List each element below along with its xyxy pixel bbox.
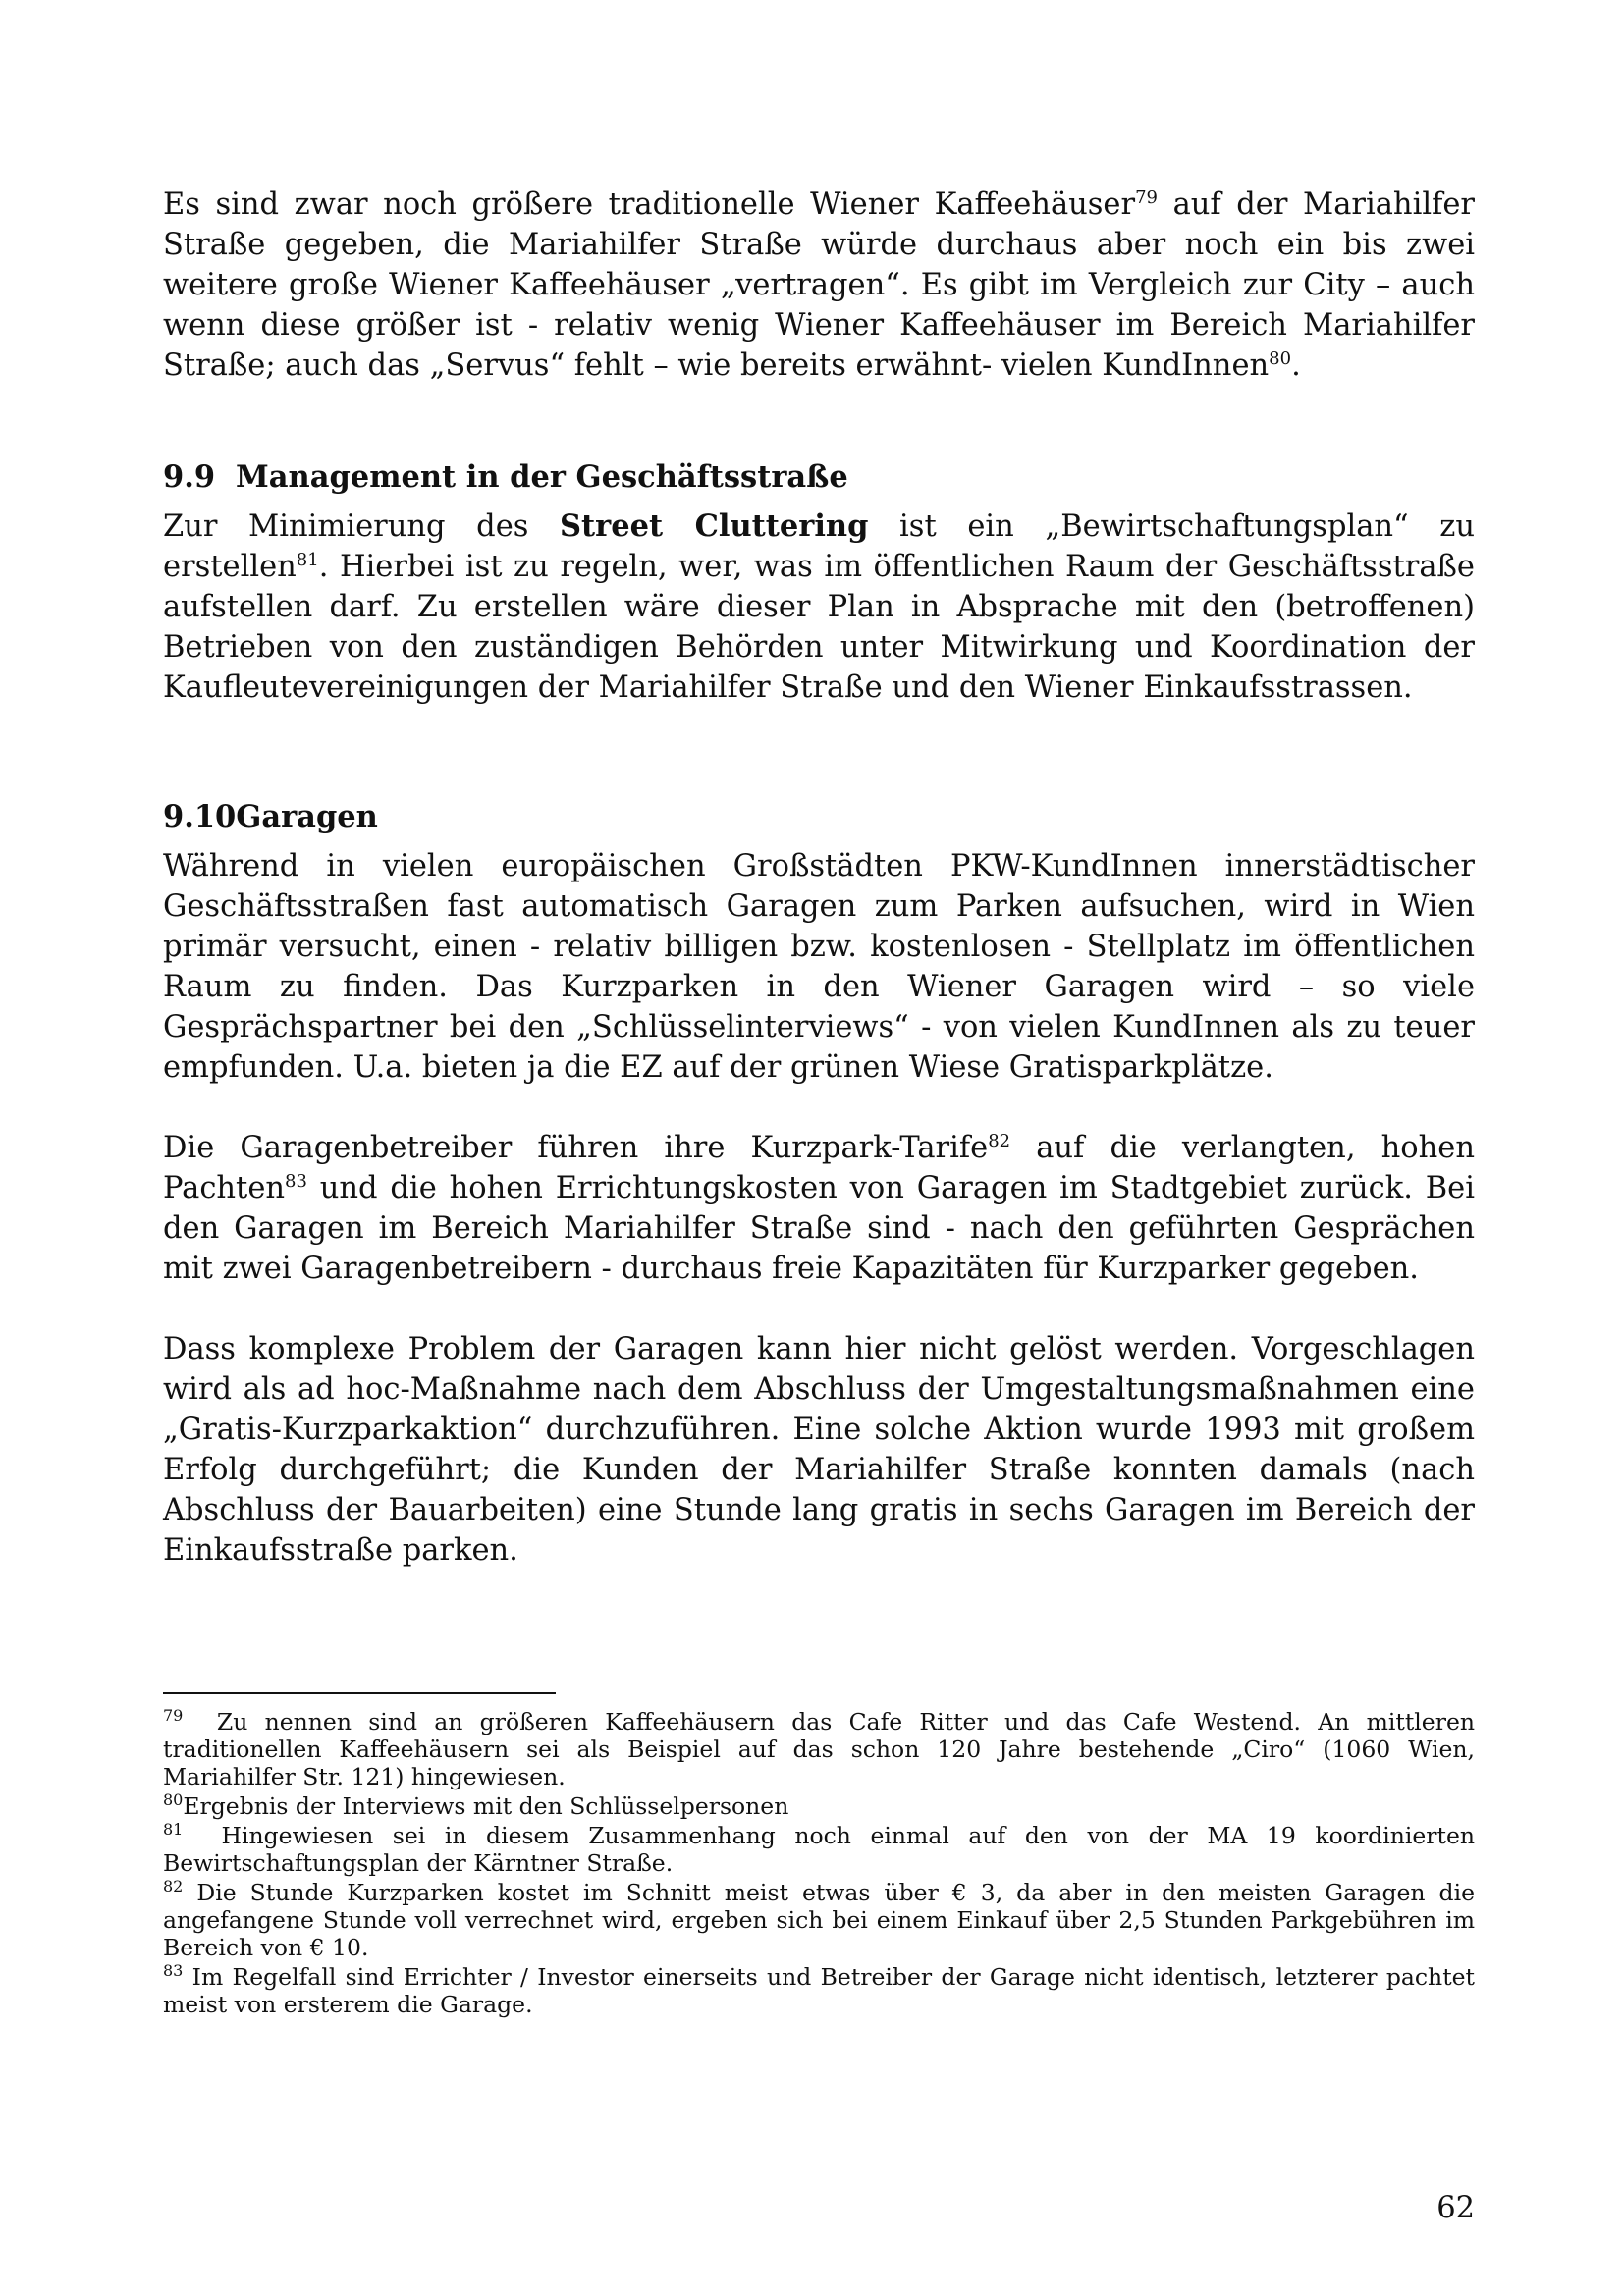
paragraph-text: und die hohen Errichtungskosten von Garagen im Stadtgebiet zurück. Bei den Garagen im Bereich Mariahilfer Straße sind - nach den geführten Gesprächen mit zwei Garagenbetreibern - durchaus freie Kapazitäten für Kurzparker gegeben.: [163, 1171, 1475, 1286]
bold-term: Street Cluttering: [560, 508, 869, 544]
paragraph-text: Zur Minimierung des: [163, 509, 561, 544]
paragraph-kaffeehaeuser: [163, 185, 1475, 386]
section-heading-9-10: [163, 797, 1475, 837]
paragraph-text: auf die verlangten, hohen Pachten: [163, 1131, 1475, 1205]
footnote-number: 80: [163, 1790, 184, 1810]
paragraph-text: .: [1291, 348, 1301, 383]
footnote-number: 82: [163, 1877, 184, 1896]
paragraph-street-cluttering: [163, 507, 1475, 708]
footnote-number: 79: [163, 1706, 184, 1726]
footnote-text: Ergebnis der Interviews mit den Schlüsselpersonen: [183, 1792, 789, 1820]
paragraph-text: Die Garagenbetreiber führen ihre Kurzpark-Tarife: [163, 1131, 989, 1165]
footnote-ref-79[interactable]: 79: [1135, 187, 1158, 208]
footnote-82: [163, 1879, 1475, 1961]
footnote-number: 83: [163, 1961, 184, 1981]
footnote-79: [163, 1708, 1475, 1790]
paragraph-garagen-2: [163, 1128, 1475, 1289]
footnote-separator: [163, 1692, 556, 1694]
section-number: 9.10: [163, 799, 237, 834]
section-heading-9-9: [163, 457, 1475, 498]
paragraph-text: Es sind zwar noch größere traditionelle Wiener Kaffeehäuser: [163, 187, 1136, 222]
footnote-ref-80[interactable]: 80: [1269, 347, 1292, 369]
footnote-ref-83[interactable]: 83: [285, 1170, 307, 1192]
paragraph-text: . Hierbei ist zu regeln, wer, was im öffentlichen Raum der Geschäftsstraße aufstellen darf. Zu erstellen wäre dieser Plan in Absprache mit den (betroffenen) Betrieben von den zuständigen Behörden unter Mitwirkung und Koordination der Kaufleutevereinigungen der Mariahilfer Straße und den Wiener Einkaufsstrassen.: [163, 550, 1475, 705]
footnote-number: 81: [163, 1820, 184, 1840]
section-number: 9.9: [163, 459, 216, 495]
footnote-text: Die Stunde Kurzparken kostet im Schnitt meist etwas über € 3, da aber in den meisten Garagen die angefangene Stunde voll verrechnet wird, ergeben sich bei einem Einkauf über 2,5 Stunden Parkgebühren im Bereich von € 10.: [163, 1879, 1475, 1961]
footnote-text: Zu nennen sind an größeren Kaffeehäusern das Cafe Ritter und das Cafe Westend. An mittleren traditionellen Kaffeehäusern sei als Beispiel auf das schon 120 Jahre bestehende „Ciro“ (1060 Wien, Mariahilfer Str. 121) hingewiesen.: [163, 1708, 1475, 1790]
footnote-text: Hingewiesen sei in diesem Zusammenhang noch einmal auf den von der MA 19 koordinierten Bewirtschaftungsplan der Kärntner Straße.: [163, 1822, 1475, 1877]
footnote-ref-82[interactable]: 82: [988, 1130, 1011, 1151]
footnote-83: [163, 1963, 1475, 2018]
footnote-ref-81[interactable]: 81: [296, 549, 319, 570]
footnotes: [163, 1708, 1475, 2018]
section-title: Management in der Geschäftsstraße: [236, 459, 848, 495]
paragraph-text: ist ein „Bewirtschaftungsplan“ zu erstellen: [163, 509, 1475, 584]
page-number: 62: [1436, 2191, 1475, 2225]
footnote-81: [163, 1822, 1475, 1877]
footnote-80: [163, 1792, 1475, 1820]
section-title: Garagen: [236, 799, 378, 834]
paragraph-garagen-3: Dass komplexe Problem der Garagen kann hier nicht gelöst werden. Vorgeschlagen wird als ad hoc-Maßnahme nach dem Abschluss der Umgestaltungsmaßnahmen eine „Gratis-Kurzparkaktion“ durchzuführen. Eine solche Aktion wurde 1993 mit großem Erfolg durchgeführt; die Kunden der Mariahilfer Straße konnten damals (nach Abschluss der Bauarbeiten) eine Stunde lang gratis in sechs Garagen im Bereich der Einkaufsstraße parken.: [163, 1332, 1475, 1568]
paragraph-text: auf der Mariahilfer Straße gegeben, die Mariahilfer Straße würde durchaus aber noch ein bis zwei weitere große Wiener Kaffeehäuser „vertragen“. Es gibt im Vergleich zur City – auch wenn diese größer ist - relativ wenig Wiener Kaffeehäuser im Bereich Mariahilfer Straße; auch das „Servus“ fehlt – wie bereits erwähnt- vielen KundInnen: [163, 187, 1476, 383]
footnote-text: Im Regelfall sind Errichter / Investor einerseits und Betreiber der Garage nicht identisch, letzterer pachtet meist von ersterem die Garage.: [163, 1963, 1475, 2018]
paragraph-garagen-1: Während in vielen europäischen Großstädten PKW-KundInnen innerstädtischer Geschäftsstraßen fast automatisch Garagen zum Parken aufsuchen, wird in Wien primär versucht, einen - relativ billigen bzw. kostenlosen - Stellplatz im öffentlichen Raum zu finden. Das Kurzparken in den Wiener Garagen wird – so viele Gesprächspartner bei den „Schlüsselinterviews“ - von vielen KundInnen als zu teuer empfunden. U.a. bieten ja die EZ auf der grünen Wiese Gratisparkplätze.: [163, 849, 1475, 1085]
page-body: [163, 185, 1475, 1571]
